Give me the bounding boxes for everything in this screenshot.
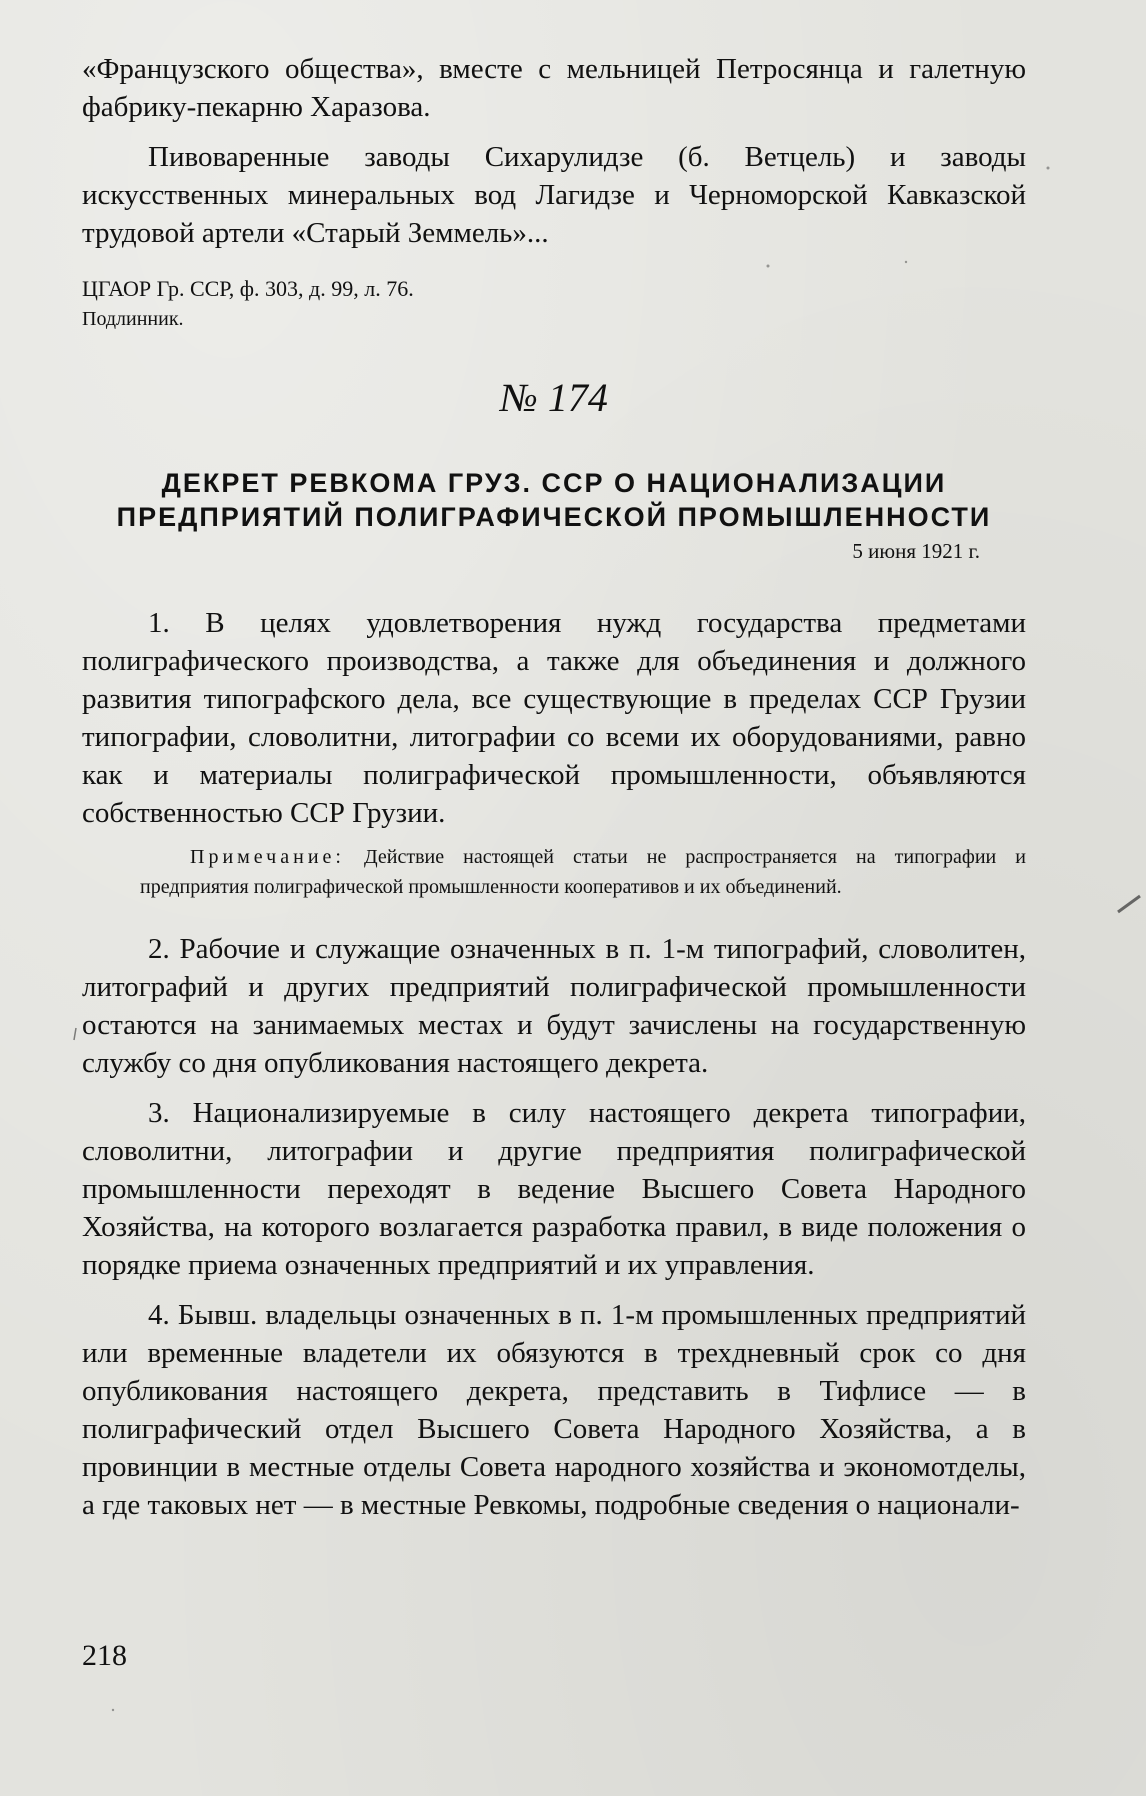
paragraph-1: 1. В целях удовлетворения нужд государства предметами полиграфического производства, а также для объединения и должного развития типографского дела, все существующие в пределах ССР Грузии типографии, словолитни, литографии со всеми их оборудованиями, равно как и материалы полиграфической промышленности, объявляются собственностью ССР Грузии. <box>82 607 1026 829</box>
page-content <box>82 50 1026 1524</box>
note-text: Действие настоящей статьи не распространяется на типографии и предприятия полиграфической промышленности кооперативов и их объединений. <box>140 846 1026 898</box>
paragraph-3: 3. Национализируемые в силу настоящего декрета типографии, словолитни, литографии и другие предприятия полиграфической промышленности переходят в ведение Высшего Совета Народного Хозяйства, на которого возлагается разработка правил, в виде положения о порядке приема означенных предприятий и их управления. <box>82 1097 1026 1281</box>
paragraph-4: 4. Бывш. владельцы означенных в п. 1-м промышленных предприятий или временные владетели их обязуются в трехдневный срок со дня опубликования настоящего декрета, представить в Тифлисе — в полиграфический отдел Высшего Совета Народного Хозяйства, а в провинции в местные отделы Совета народного хозяйства и экономотделы, а где таковых нет — в местные Ревкомы, подробные сведения о национали- <box>82 1299 1026 1521</box>
note-label: Примечание: <box>190 846 345 868</box>
note-paragraph <box>82 842 1026 902</box>
page-number: 218 <box>82 1639 127 1672</box>
original-note: Подлинник. <box>82 308 184 330</box>
document-number: № 174 <box>500 375 608 420</box>
continuation-paragraph-2: Пивоваренные заводы Сихарулидзе (б. Ветцель) и заводы искусственных минеральных вод Лагидзе и Черноморской Кавказской трудовой артели «Старый Земмель»... <box>82 141 1026 249</box>
archive-reference: ЦГАОР Гр. ССР, ф. 303, д. 99, л. 76. <box>82 276 414 301</box>
paragraph-2: 2. Рабочие и служащие означенных в п. 1-м типографий, словолитен, литографий и других предприятий полиграфической промышленности остаются на занимаемых местах и будут зачислены на государственную службу со дня опубликования настоящего декрета. <box>82 933 1026 1079</box>
document-date: 5 июня 1921 г. <box>852 539 980 563</box>
continuation-paragraph-1: «Французского общества», вместе с мельницей Петросянца и галетную фабрику-пекарню Харазова. <box>82 53 1026 123</box>
document-title: ДЕКРЕТ РЕВКОМА ГРУЗ. ССР О НАЦИОНАЛИЗАЦИИ ПРЕДПРИЯТИЙ ПОЛИГРАФИЧЕСКОЙ ПРОМЫШЛЕННОСТИ <box>116 468 992 532</box>
